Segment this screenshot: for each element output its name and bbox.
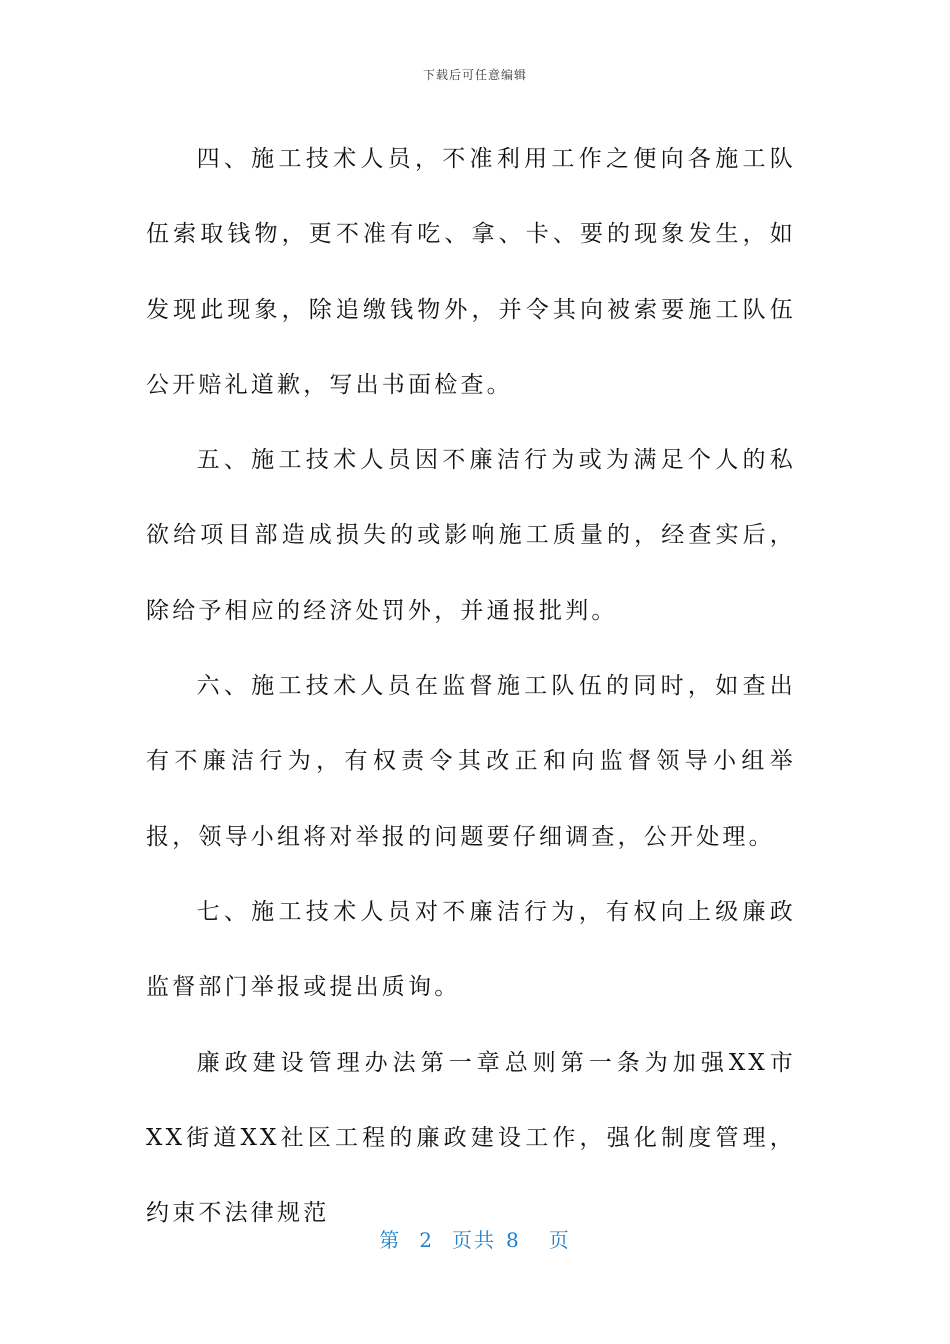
page-suffix: 页 (548, 1228, 571, 1252)
paragraph-chapter-one: 廉政建设管理办法第一章总则第一条为加强XX市XX街道XX社区工程的廉政建设工作，强化制度管理，约束不法律规范 (146, 1049, 796, 1227)
paragraph-6: 六、施工技术人员在监督施工队伍的同时，如查出有不廉洁行为，有权责令其改正和向监督领导小组举报，领导小组将对举报的问题要仔细调查，公开处理。 (146, 673, 796, 850)
paragraph-4: 四、施工技术人员，不准利用工作之便向各施工队伍索取钱物，更不准有吃、拿、卡、要的现象发生，如发现此现象，除追缴钱物外，并令其向被索要施工队伍公开赔礼道歉，写出书面检查。 (146, 146, 796, 398)
page-current: 2 (419, 1228, 434, 1252)
document-body (146, 122, 796, 1251)
page-middle: 页共 (452, 1228, 496, 1252)
page-prefix: 第 (379, 1228, 402, 1252)
page-footer (0, 1224, 950, 1253)
header-note: 下载后可任意编辑 (422, 68, 527, 82)
paragraph-7: 七、施工技术人员对不廉洁行为，有权向上级廉政监督部门举报或提出质询。 (146, 898, 796, 1001)
page-total: 8 (506, 1228, 521, 1252)
paragraph-5: 五、施工技术人员因不廉洁行为或为满足个人的私欲给项目部造成损失的或影响施工质量的，经查实后，除给予相应的经济处罚外，并通报批判。 (146, 447, 796, 624)
